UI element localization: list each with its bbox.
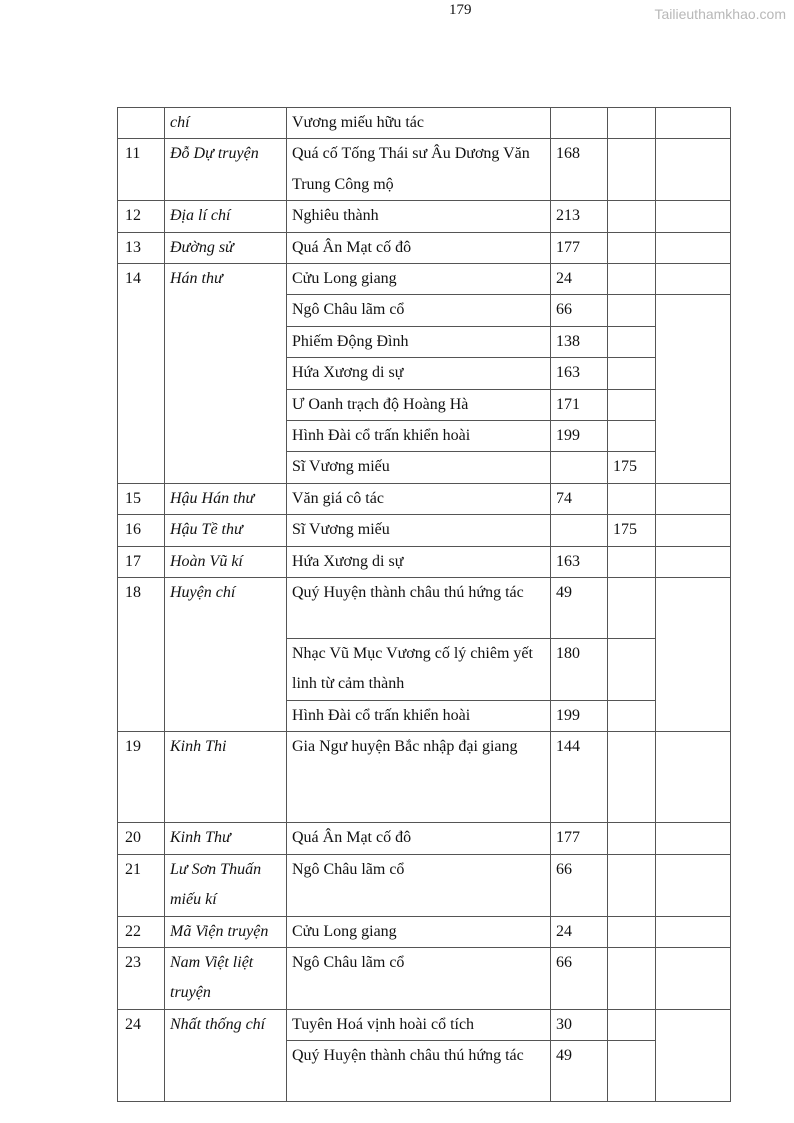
page-ref-a: 177	[551, 823, 608, 854]
poem-title: Cửu Long giang	[287, 916, 551, 947]
source-title: Địa lí chí	[165, 201, 287, 232]
page-ref-b	[608, 638, 656, 700]
page-ref-a: 163	[551, 546, 608, 577]
page-ref-b	[608, 139, 656, 201]
source-title: Mã Viện truyện	[165, 916, 287, 947]
table-row	[118, 732, 731, 823]
source-title: Nam Việt liệt truyện	[165, 947, 287, 1009]
notes-cell	[656, 108, 731, 139]
page-ref-b	[608, 546, 656, 577]
entry-number: 22	[118, 916, 165, 947]
poem-title: Quý Huyện thành châu thú hứng tác	[287, 1041, 551, 1102]
table-row	[118, 947, 731, 1009]
notes-cell	[656, 823, 731, 854]
notes-cell	[656, 578, 731, 732]
poem-title: Ngô Châu lãm cổ	[287, 854, 551, 916]
page-ref-b	[608, 700, 656, 731]
source-title: Đỗ Dự truyện	[165, 139, 287, 201]
page-ref-b	[608, 389, 656, 420]
poem-title: Quý Huyện thành châu thú hứng tác	[287, 578, 551, 639]
page-ref-b: 175	[608, 515, 656, 546]
page-ref-a: 163	[551, 358, 608, 389]
table-row	[118, 546, 731, 577]
page-ref-b	[608, 264, 656, 295]
poem-title: Phiếm Động Đình	[287, 326, 551, 357]
page-ref-a: 171	[551, 389, 608, 420]
page-ref-a: 49	[551, 1041, 608, 1102]
page-ref-b	[608, 1041, 656, 1102]
table-row	[118, 578, 731, 639]
notes-cell	[656, 139, 731, 201]
poem-title: Hứa Xương di sự	[287, 546, 551, 577]
poem-title: Ngô Châu lãm cổ	[287, 947, 551, 1009]
poem-title: Nhạc Vũ Mục Vương cố lý chiêm yết linh từ cảm thành	[287, 638, 551, 700]
poem-title: Tuyên Hoá vịnh hoài cổ tích	[287, 1009, 551, 1040]
table-row	[118, 515, 731, 546]
page-ref-b	[608, 823, 656, 854]
table-row	[118, 1009, 731, 1040]
poem-title: Sĩ Vương miếu	[287, 452, 551, 483]
entry-number: 15	[118, 483, 165, 514]
page-ref-b	[608, 578, 656, 639]
page-ref-a: 24	[551, 916, 608, 947]
page-ref-a: 30	[551, 1009, 608, 1040]
entry-number: 23	[118, 947, 165, 1009]
entry-number	[118, 108, 165, 139]
page-ref-a: 199	[551, 700, 608, 731]
poem-title: Vương miếu hữu tác	[287, 108, 551, 139]
entry-number: 20	[118, 823, 165, 854]
entry-number: 21	[118, 854, 165, 916]
source-title: Kinh Thi	[165, 732, 287, 823]
watermark: Tailieuthamkhao.com	[654, 6, 786, 22]
table-row	[118, 108, 731, 139]
page-ref-b	[608, 201, 656, 232]
source-title: Hậu Hán thư	[165, 483, 287, 514]
entry-number: 16	[118, 515, 165, 546]
source-title: chí	[165, 108, 287, 139]
page-ref-b	[608, 108, 656, 139]
source-title: Kinh Thư	[165, 823, 287, 854]
page-number: 179	[449, 2, 472, 18]
notes-cell	[656, 483, 731, 514]
page-ref-b	[608, 326, 656, 357]
reference-table	[117, 107, 731, 1102]
notes-cell	[656, 201, 731, 232]
notes-cell	[656, 916, 731, 947]
table-row	[118, 139, 731, 201]
table-row	[118, 823, 731, 854]
poem-title: Hứa Xương di sự	[287, 358, 551, 389]
entry-number: 13	[118, 232, 165, 263]
page-ref-b	[608, 947, 656, 1009]
page-ref-a: 49	[551, 578, 608, 639]
source-title: Hậu Tề thư	[165, 515, 287, 546]
source-title: Lư Sơn Thuấn miếu kí	[165, 854, 287, 916]
table-row	[118, 232, 731, 263]
page-ref-a: 177	[551, 232, 608, 263]
entry-number: 24	[118, 1009, 165, 1101]
page-ref-b	[608, 854, 656, 916]
poem-title: Cửu Long giang	[287, 264, 551, 295]
page-ref-b	[608, 1009, 656, 1040]
page-ref-b	[608, 916, 656, 947]
entry-number: 17	[118, 546, 165, 577]
entry-number: 14	[118, 264, 165, 484]
source-title: Hoàn Vũ kí	[165, 546, 287, 577]
entry-number: 18	[118, 578, 165, 732]
page-ref-a: 66	[551, 295, 608, 326]
poem-title: Quá cố Tống Thái sư Âu Dương Văn Trung Công mộ	[287, 139, 551, 201]
notes-cell	[656, 515, 731, 546]
table-row	[118, 201, 731, 232]
poem-title: Nghiêu thành	[287, 201, 551, 232]
page-ref-a	[551, 108, 608, 139]
page-ref-a: 199	[551, 421, 608, 452]
page-ref-a	[551, 515, 608, 546]
entry-number: 12	[118, 201, 165, 232]
notes-cell	[656, 732, 731, 823]
page-ref-a	[551, 452, 608, 483]
notes-cell	[656, 546, 731, 577]
poem-title: Gia Ngư huyện Bắc nhập đại giang	[287, 732, 551, 823]
table-row	[118, 264, 731, 295]
page-ref-a: 168	[551, 139, 608, 201]
notes-cell	[656, 264, 731, 295]
notes-cell	[656, 854, 731, 916]
table-row	[118, 916, 731, 947]
poem-title: Hình Đài cổ trấn khiển hoài	[287, 700, 551, 731]
poem-title: Ngô Châu lãm cổ	[287, 295, 551, 326]
entry-number: 11	[118, 139, 165, 201]
page-ref-a: 180	[551, 638, 608, 700]
notes-cell	[656, 232, 731, 263]
poem-title: Hình Đài cổ trấn khiển hoài	[287, 421, 551, 452]
page-ref-a: 66	[551, 947, 608, 1009]
page-ref-b	[608, 358, 656, 389]
page-ref-b	[608, 732, 656, 823]
source-title: Nhất thống chí	[165, 1009, 287, 1101]
page-ref-b	[608, 295, 656, 326]
notes-cell	[656, 947, 731, 1009]
poem-title: Văn giá cô tác	[287, 483, 551, 514]
page-ref-a: 138	[551, 326, 608, 357]
page-ref-b	[608, 232, 656, 263]
page-ref-a: 213	[551, 201, 608, 232]
table-row	[118, 483, 731, 514]
poem-title: Sĩ Vương miếu	[287, 515, 551, 546]
source-title: Đường sử	[165, 232, 287, 263]
poem-title: Quá Ân Mạt cố đô	[287, 823, 551, 854]
page-ref-a: 66	[551, 854, 608, 916]
page-ref-a: 24	[551, 264, 608, 295]
source-title: Huyện chí	[165, 578, 287, 732]
poem-title: Ư Oanh trạch độ Hoàng Hà	[287, 389, 551, 420]
page-ref-a: 144	[551, 732, 608, 823]
page-ref-a: 74	[551, 483, 608, 514]
poem-title: Quá Ân Mạt cố đô	[287, 232, 551, 263]
page-ref-b: 175	[608, 452, 656, 483]
page-ref-b	[608, 421, 656, 452]
notes-cell	[656, 1009, 731, 1101]
page-ref-b	[608, 483, 656, 514]
entry-number: 19	[118, 732, 165, 823]
table-row	[118, 854, 731, 916]
notes-cell	[656, 295, 731, 483]
source-title: Hán thư	[165, 264, 287, 484]
